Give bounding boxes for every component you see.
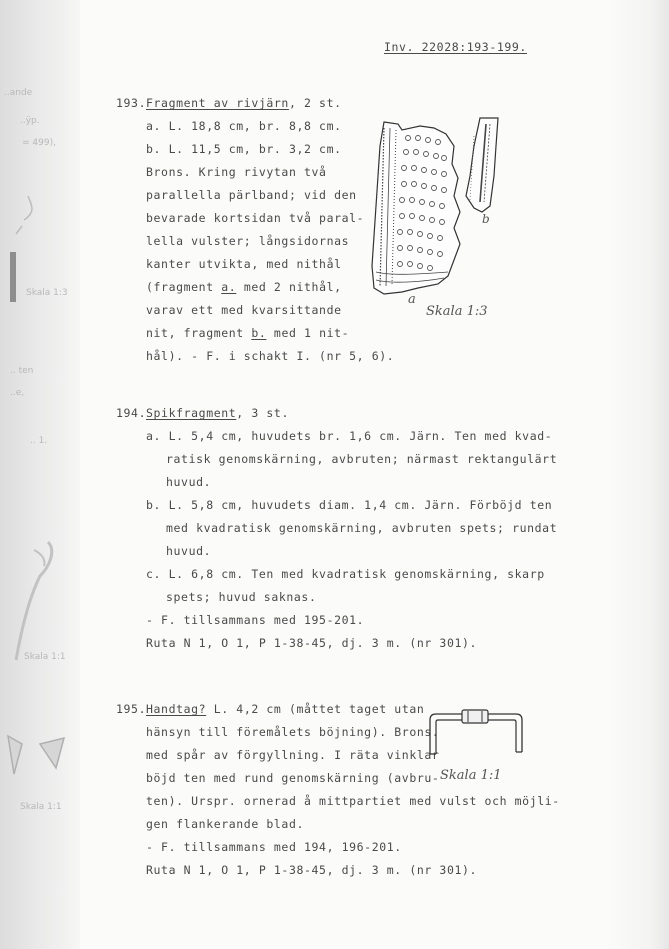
- entry-title-line: [146, 406, 289, 420]
- entry-line: varav ett med kvarsittande: [146, 303, 342, 317]
- entry-line: ten). Urspr. ornerad å mittpartiet med vulst och möjli-: [146, 794, 560, 808]
- entry-title: Handtag?: [146, 702, 207, 716]
- entry-number: 194.: [116, 406, 147, 420]
- fragment-ref: a.: [221, 280, 237, 294]
- entry-title-rest: , 2 st.: [288, 96, 342, 110]
- entry-line: b. L. 5,8 cm, huvudets diam. 1,4 cm. Järn. Förböjd ten: [146, 498, 553, 512]
- bleed-sketch-triangles: [0, 724, 80, 784]
- entry-line: Ruta N 1, O 1, P 1-38-45, dj. 3 m. (nr 301).: [146, 636, 478, 650]
- bleed-text: .. 1.: [30, 436, 48, 446]
- bleed-text: Skala 1:1: [24, 652, 66, 662]
- entry-line: hänsyn till föremålets böjning). Brons.: [146, 725, 440, 739]
- bleed-text: .. ten: [10, 366, 34, 376]
- entry-line: parallella pärlband; vid den: [146, 188, 357, 202]
- inventory-number: Inv. 22028:193-199.: [384, 40, 527, 54]
- entry-title: Fragment av rivjärn: [146, 96, 289, 110]
- handle-drawing: [424, 706, 528, 762]
- entry-line: - F. tillsammans med 194, 196-201.: [146, 840, 402, 854]
- entry-line: b. L. 11,5 cm, br. 3,2 cm.: [146, 142, 342, 156]
- entry-line: med kvadratisk genomskärning, avbruten spets; rundat: [166, 521, 558, 535]
- entry-number: 195.: [116, 702, 147, 716]
- entry-line: spets; huvud saknas.: [166, 590, 317, 604]
- bleed-text: Skala 1:1: [20, 802, 62, 812]
- drawing-label-b: b: [482, 212, 490, 226]
- drawing-label-a: a: [408, 292, 416, 307]
- entry-line: gen flankerande blad.: [146, 817, 304, 831]
- entry-number: 193.: [116, 96, 147, 110]
- bleed-text: Skala 1:3: [26, 288, 68, 298]
- bleed-text: ..ande: [4, 88, 33, 98]
- drawing-scale: Skala 1:3: [426, 304, 488, 319]
- entry-title-rest: , 3 st.: [236, 406, 289, 420]
- entry-line-part: med 2 nithål,: [236, 280, 342, 294]
- entry-line: bevarade kortsidan två paral-: [146, 211, 365, 225]
- entry-line-part: med 1 nit-: [266, 326, 350, 340]
- entry-line: ratisk genomskärning, avbruten; närmast rektangulärt: [166, 452, 558, 466]
- drawing-scale: Skala 1:1: [440, 768, 502, 783]
- bleed-text: = 499),: [22, 138, 56, 148]
- entry-line: [146, 326, 349, 340]
- entry-line-part: nit, fragment: [146, 326, 244, 340]
- page-right-edge: [609, 0, 669, 949]
- fragment-ref: b.: [251, 326, 267, 340]
- bleed-sketch-bar: [4, 248, 24, 308]
- entry-line: Ruta N 1, O 1, P 1-38-45, dj. 3 m. (nr 301).: [146, 863, 478, 877]
- entry-line: c. L. 6,8 cm. Ten med kvadratisk genomskärning, skarp: [146, 567, 545, 581]
- entry-line: a. L. 5,4 cm, huvudets br. 1,6 cm. Järn. Ten med kvad-: [146, 429, 553, 443]
- entry-title-line: [146, 702, 424, 716]
- entry-line-part: (fragment: [146, 280, 214, 294]
- bleed-text: ..e,: [10, 388, 25, 398]
- bleed-sketch-hook: [6, 190, 46, 250]
- entry-line: med spår av förgyllning. I räta vinklar: [146, 748, 440, 762]
- entry-title: Spikfragment: [146, 406, 237, 420]
- entry-line: a. L. 18,8 cm, br. 8,8 cm.: [146, 119, 342, 133]
- entry-line: lella vulster; långsidornas: [146, 234, 350, 248]
- bleed-sketch-curve: [0, 536, 60, 666]
- entry-line: huvud.: [166, 475, 212, 489]
- entry-line: - F. tillsammans med 195-201.: [146, 613, 365, 627]
- entry-title-line: [146, 96, 342, 110]
- entry-line: [146, 280, 342, 294]
- entry-line: kanter utvikta, med nithål: [146, 257, 342, 271]
- entry-title-rest: L. 4,2 cm (måttet taget utan: [206, 702, 425, 716]
- bleed-text: ..ÿp.: [20, 116, 40, 126]
- grater-fragment-drawing: [362, 116, 522, 326]
- entry-line: hål). - F. i schakt I. (nr 5, 6).: [146, 349, 395, 363]
- entry-line: Brons. Kring rivytan två: [146, 165, 327, 179]
- entry-line: huvud.: [166, 544, 212, 558]
- entry-line: böjd ten med rund genomskärning (avbru-: [146, 771, 440, 785]
